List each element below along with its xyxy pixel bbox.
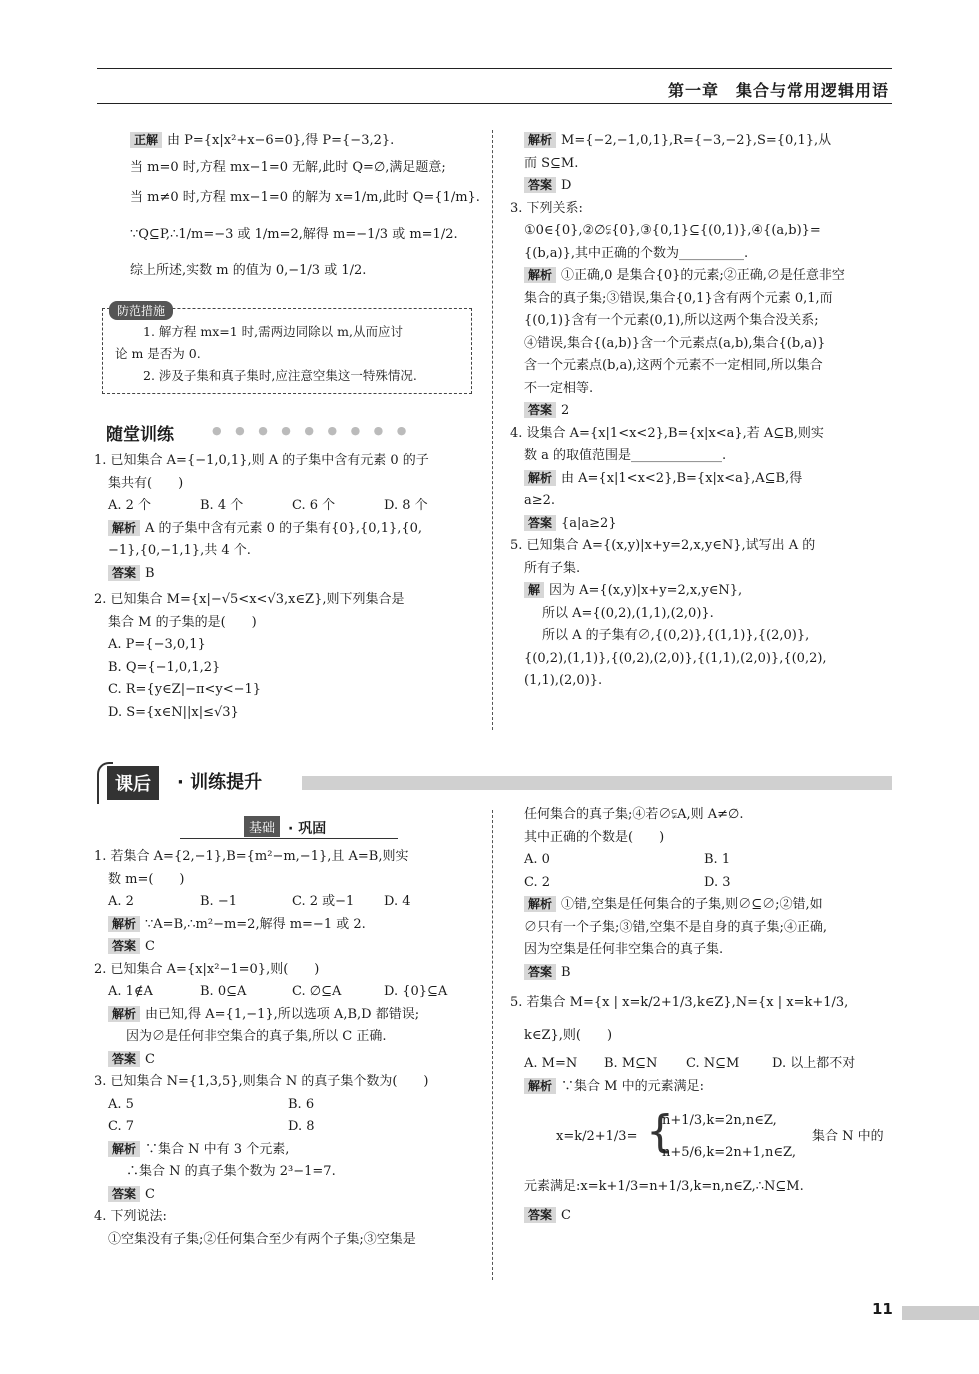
- tag-daan: 答案: [524, 177, 556, 193]
- q-text: 集共有( ): [108, 475, 184, 491]
- option: C. 7: [108, 1119, 135, 1134]
- answer: D: [561, 178, 572, 193]
- right-top: [510, 130, 895, 693]
- fangfan-item: 2. 涉及子集和真子集时,应注意空集这一特殊情况.: [143, 368, 417, 383]
- column-divider-lower: [492, 810, 493, 1280]
- option: B. Q={−1,0,1,2}: [108, 659, 221, 675]
- tag-daan: 答案: [108, 1186, 140, 1202]
- tag-jiexi: 解析: [524, 267, 556, 283]
- tag-daan: 答案: [524, 402, 556, 418]
- option: A. 5: [108, 1096, 134, 1112]
- q-text: 2. 已知集合 M={x|−√5<x<√3,x∈Z},则下列集合是: [94, 592, 405, 607]
- option: B. −1: [200, 894, 237, 909]
- jiexi-text: −1},{0,−1,1},共 4 个.: [108, 543, 251, 558]
- option: D. 以上都不对: [772, 1056, 856, 1071]
- tag-daan: 答案: [108, 1051, 140, 1067]
- option: C. N⊆M: [686, 1056, 740, 1071]
- bottom-left: [94, 846, 484, 1251]
- tag-daan: 答案: [108, 938, 140, 954]
- tag-jiexi: 解析: [524, 1078, 556, 1094]
- jie-text: 因为 A={(x,y)|x+y=2,x,y∈N},: [549, 583, 743, 598]
- jiexi-text: ④错误,集合{(a,b)}含一个元素点(a,b),集合{(b,a)}: [524, 335, 826, 351]
- jiexi-text: ∵集合 N 中有 3 个元素,: [145, 1141, 290, 1157]
- option: B. M⊆N: [604, 1056, 658, 1071]
- option: D. {0}⊆A: [384, 984, 448, 999]
- jichu-a: 基础: [244, 816, 280, 837]
- q-text: ①0∈{0},②∅⫋{0},③{0,1}⊆{(0,1)},④{(a,b)}=: [524, 223, 821, 238]
- q-text: 1. 若集合 A={2,−1},B={m²−m,−1},且 A=B,则实: [94, 849, 409, 864]
- q-text: 4. 设集合 A={x|1<x<2},B={x|x<a},若 A⊆B,则实: [510, 425, 824, 441]
- line: ∵Q⊆P,∴1/m=−3 或 1/m=2,解得 m=−1/3 或 m=1/2.: [130, 226, 458, 242]
- q-text: 5. 若集合 M={x | x=k/2+1/3,k∈Z},N={x | x=k+1/3,: [510, 995, 849, 1010]
- formula-brace: {: [646, 1106, 674, 1157]
- section-banner: [97, 762, 892, 802]
- q-text: 1. 已知集合 A={−1,0,1},则 A 的子集中含有元素 0 的子: [94, 453, 429, 468]
- option: C. 2: [524, 874, 551, 890]
- page-number-bar: [902, 1306, 979, 1320]
- formula-lhs: x=k/2+1/3=: [556, 1129, 638, 1144]
- option: C. R={y∈Z|−π<y<−1}: [108, 682, 262, 697]
- jiexi-text: 集合的真子集;③错误,集合{0,1}含有两个元素 0,1,而: [524, 290, 833, 306]
- option: D. S={x∈N||x|≤√3}: [108, 704, 239, 720]
- option: C. 6 个: [292, 498, 336, 513]
- chapter-title: 第一章 集合与常用逻辑用语: [667, 81, 889, 100]
- answer: C: [145, 1186, 155, 1202]
- option: D. 4: [384, 894, 411, 909]
- option: B. 6: [288, 1096, 315, 1112]
- piecewise-formula: [510, 1102, 895, 1172]
- jiexi-text: a≥2.: [524, 493, 556, 508]
- fangfan-title: 防范措施: [109, 301, 173, 320]
- jiexi-text: A 的子集中含有元素 0 的子集有{0},{0,1},{0,: [145, 520, 423, 536]
- q-text: ①空集没有子集;②任何集合至少有两个子集;③空集是: [108, 1231, 416, 1247]
- jiexi-text: ①正确,0 是集合{0}的元素;②正确,∅是任意非空: [561, 268, 845, 283]
- q-text: {(b,a)},其中正确的个数为__________.: [524, 245, 749, 261]
- option: D. 8 个: [384, 498, 428, 513]
- option: A. M=N: [524, 1056, 578, 1071]
- jiexi-text: 不一定相等.: [524, 380, 594, 396]
- q-text: 5. 已知集合 A={(x,y)|x+y=2,x,y∈N},试写出 A 的: [510, 538, 816, 553]
- column-divider-upper: [492, 130, 493, 730]
- jiexi-text: ①错,空集是任何集合的子集,则∅⊆∅;②错,如: [561, 897, 823, 912]
- banner-bar: [302, 776, 892, 790]
- q-text: 集合 M 的子集的是( ): [108, 614, 257, 630]
- jie-text: (1,1),(2,0)}.: [524, 673, 603, 688]
- tag-jiexi: 解析: [108, 916, 140, 932]
- tag-jiexi: 解析: [108, 520, 140, 536]
- tag-jiexi: 解析: [108, 1141, 140, 1157]
- answer: {a|a≥2}: [561, 515, 617, 531]
- answer: C: [145, 1051, 155, 1067]
- tag-jiexi: 解析: [108, 1006, 140, 1022]
- jiexi-text: 因为∅是任何非空集合的真子集,所以 C 正确.: [126, 1029, 387, 1044]
- formula-case: n+5/6,k=2n+1,n∈Z,: [662, 1145, 796, 1160]
- tag-jiexi: 解析: [524, 470, 556, 486]
- q-text: k∈Z},则( ): [524, 1027, 613, 1043]
- jiexi-text: 由 A={x|1<x<2},B={x|x<a},A⊆B,得: [561, 470, 803, 486]
- tag-daan: 答案: [524, 1207, 556, 1223]
- answer: B: [561, 964, 571, 980]
- q-text: 数 a 的取值范围是______________.: [524, 448, 727, 463]
- q-text: 任何集合的真子集;④若∅⫋A,则 A≠∅.: [524, 807, 744, 822]
- q-text: 所有子集.: [524, 560, 581, 576]
- jie-text: {(0,2),(1,1)},{(0,2),(2,0)},{(1,1),(2,0)},{(0,2),: [524, 650, 827, 666]
- q-text: 3. 已知集合 N={1,3,5},则集合 N 的真子集个数为( ): [94, 1074, 429, 1089]
- option: D. 8: [288, 1119, 315, 1134]
- q-text: 其中正确的个数是( ): [524, 829, 665, 845]
- tag-zhengjie: 正解: [130, 132, 162, 148]
- formula-case: n+1/3,k=2n,n∈Z,: [662, 1113, 777, 1128]
- jie-text: 所以 A={(0,2),(1,1),(2,0)}.: [542, 605, 714, 621]
- answer: B: [145, 565, 155, 581]
- option: B. 0⊆A: [200, 984, 247, 999]
- line: 综上所述,实数 m 的值为 0,−1/3 或 1/2.: [130, 263, 367, 278]
- left-questions: [94, 450, 484, 724]
- option: B. 4 个: [200, 498, 244, 513]
- header-top-rule: [97, 68, 892, 69]
- tag-jiexi: 解析: [524, 896, 556, 912]
- option: A. 0: [524, 852, 550, 867]
- option: A. P={−3,0,1}: [108, 637, 206, 652]
- option: A. 2 个: [108, 498, 152, 513]
- answer: 2: [561, 403, 570, 418]
- line: 当 m≠0 时,方程 mx−1=0 的解为 x=1/m,此时 Q={1/m}.: [130, 190, 480, 205]
- jiexi-text: 元素满足:x=k+1/3=n+1/3,k=n,n∈Z,∴N⊆M.: [524, 1179, 804, 1194]
- fangfan-box: [102, 304, 472, 394]
- line: 由 P={x|x²+x−6=0},得 P={−3,2}.: [167, 133, 395, 148]
- line: 当 m=0 时,方程 mx−1=0 无解,此时 Q=∅,满足题意;: [130, 159, 446, 175]
- option: A. 2: [108, 894, 134, 909]
- fangfan-item: 1. 解方程 mx=1 时,需两边同除以 m,从而应讨: [143, 324, 403, 339]
- jichu-b: · 巩固: [288, 821, 327, 837]
- q-text: 数 m=( ): [108, 871, 185, 887]
- page-number: 11: [872, 1300, 893, 1318]
- banner-tab: 课后: [107, 766, 159, 800]
- jiexi-text: ∵集合 M 中的元素满足:: [561, 1078, 704, 1094]
- tag-jie: 解: [524, 582, 544, 598]
- jiexi-text: 含一个元素点(b,a),这两个元素不一定相同,所以集合: [524, 358, 823, 373]
- section-suitang: 随堂训练: [106, 425, 174, 445]
- header-bottom-rule: [97, 103, 892, 104]
- q-text: 4. 下列说法:: [94, 1209, 167, 1224]
- jichu-tag: [180, 818, 398, 839]
- left-top-solution: [130, 130, 480, 283]
- jiexi-text: ∴集合 N 的真子集个数为 2³−1=7.: [126, 1164, 336, 1179]
- tag-daan: 答案: [524, 515, 556, 531]
- option: C. 2 或−1: [292, 894, 355, 909]
- jiexi-text: ∵A=B,∴m²−m=2,解得 m=−1 或 2.: [145, 916, 366, 932]
- tag-daan: 答案: [108, 565, 140, 581]
- q-text: 3. 下列关系:: [510, 200, 583, 216]
- q-text: 2. 已知集合 A={x|x²−1=0},则( ): [94, 961, 320, 977]
- section-dots: ● ● ● ● ● ● ● ● ●: [212, 424, 412, 437]
- option: A. 1∉A: [108, 984, 153, 999]
- jiexi-text: M={−2,−1,0,1},R={−3,−2},S={0,1},从: [561, 133, 832, 148]
- fangfan-item: 论 m 是否为 0.: [115, 346, 201, 361]
- answer: C: [561, 1207, 571, 1223]
- bottom-right: [510, 804, 895, 1227]
- jiexi-text: 而 S⊆M.: [524, 155, 579, 171]
- tag-jiexi: 解析: [524, 132, 556, 148]
- formula-tail: 集合 N 中的: [812, 1129, 884, 1144]
- option: C. ∅⊆A: [292, 984, 342, 999]
- jie-text: 所以 A 的子集有∅,{(0,2)},{(1,1)},{(2,0)},: [542, 628, 810, 643]
- jiexi-text: 因为空集是任何非空集合的真子集.: [524, 942, 724, 957]
- jiexi-text: 由已知,得 A={1,−1},所以选项 A,B,D 都错误;: [145, 1006, 420, 1022]
- jiexi-text: ∅只有一个子集;③错,空集不是自身的真子集;④正确,: [524, 919, 828, 935]
- option: B. 1: [704, 852, 731, 867]
- tag-daan: 答案: [524, 964, 556, 980]
- banner-text: · 训练提升: [177, 772, 263, 793]
- option: D. 3: [704, 874, 731, 890]
- answer: C: [145, 939, 155, 954]
- jiexi-text: {(0,1)}含有一个元素(0,1),所以这两个集合没关系;: [524, 313, 819, 328]
